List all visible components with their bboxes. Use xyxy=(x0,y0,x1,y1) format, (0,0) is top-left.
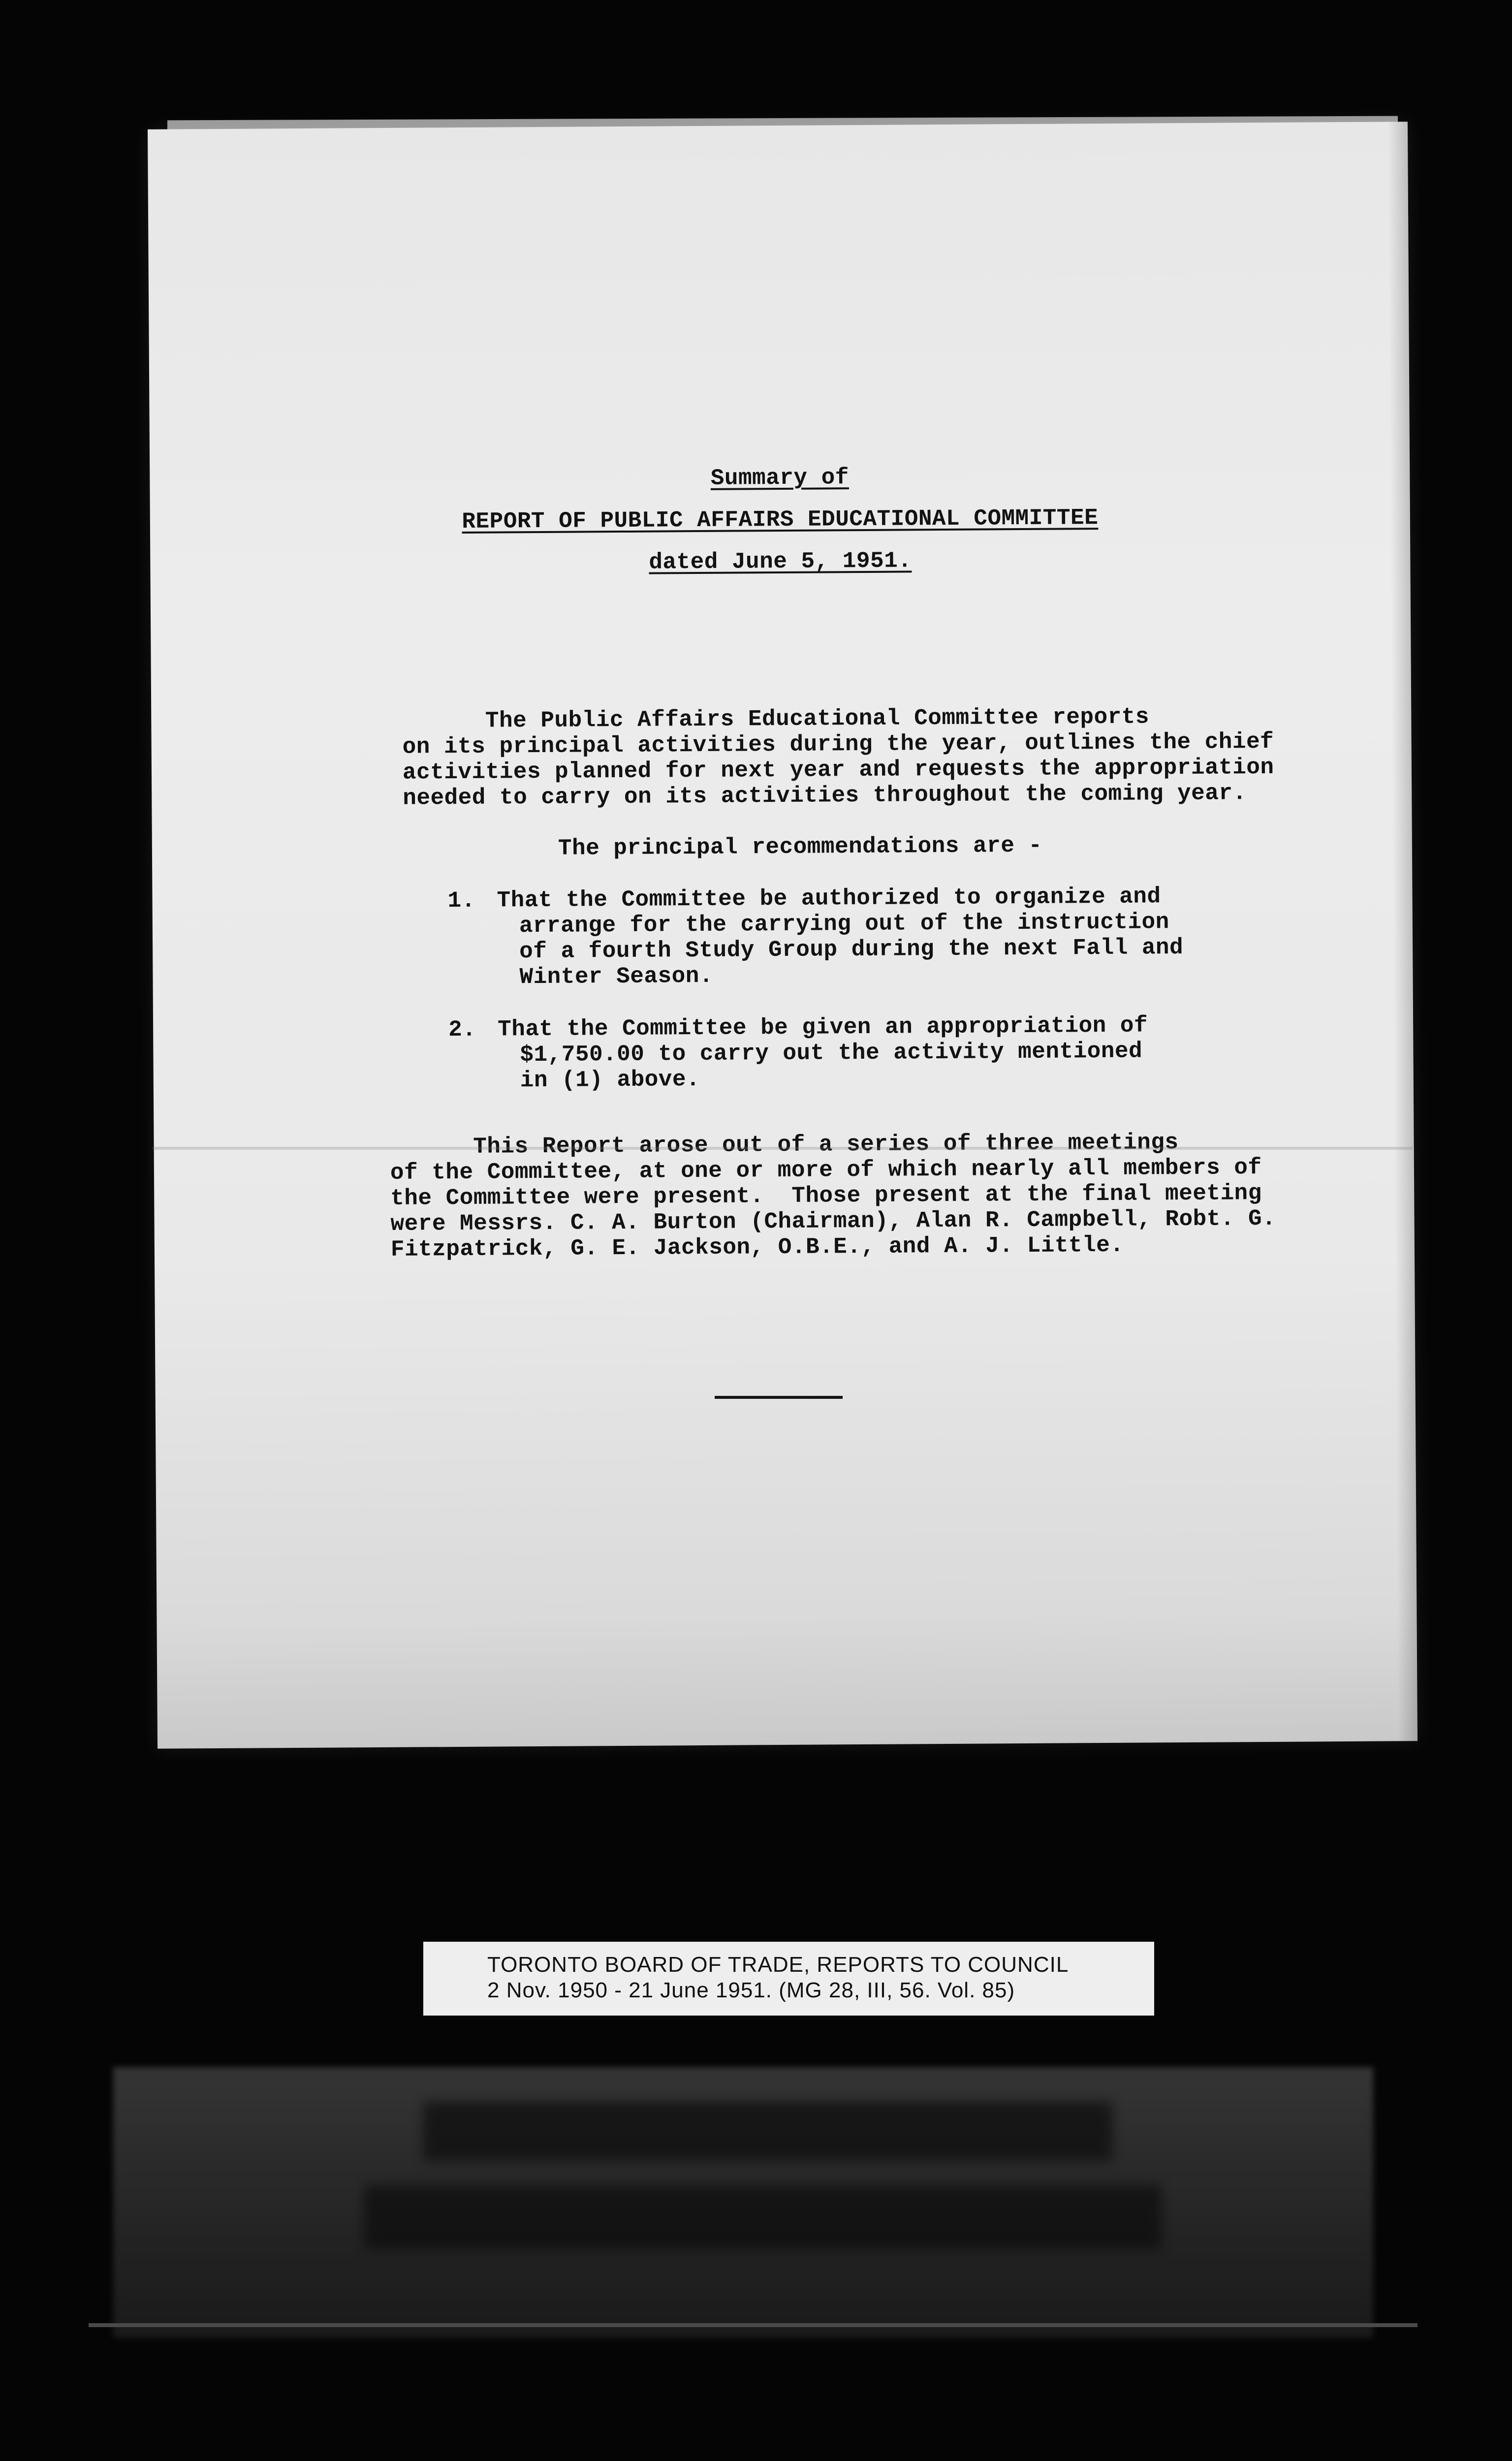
end-rule xyxy=(715,1396,843,1399)
closing-line-4: were Messrs. C. A. Burton (Chairman), Alan R. Campbell, Robt. G. xyxy=(390,1205,1276,1237)
intro-line-1: The Public Affairs Educational Committee reports xyxy=(402,704,1150,734)
intro-line-4: needed to carry on its activities throughout the coming year. xyxy=(403,780,1247,811)
recommendation-1-line-1: That the Committee be authorized to organize and xyxy=(497,883,1161,914)
paper-fold-crease xyxy=(153,1147,1413,1150)
closing-line-3: the Committee were present. Those present at the final meeting xyxy=(390,1180,1262,1211)
recommendation-1-line-2: arrange for the carrying out of the instruction xyxy=(519,909,1169,939)
archive-label-line-1: TORONTO BOARD OF TRADE, REPORTS TO COUNCIL xyxy=(487,1953,1069,1977)
heading-date-text: dated June 5, 1951. xyxy=(649,548,912,575)
recommendation-1-line-3: of a fourth Study Group during the next Fall and xyxy=(519,935,1184,965)
heading-date xyxy=(150,545,1410,578)
intro-line-2: on its principal activities during the year, outlines the chief xyxy=(402,728,1274,760)
recommendation-1-number: 1. xyxy=(447,887,475,914)
underlying-text-blur-2 xyxy=(364,2185,1162,2249)
bottom-film-strip xyxy=(89,2323,1418,2327)
archive-label-line-2: 2 Nov. 1950 - 21 June 1951. (MG 28, III, 56. Vol. 85) xyxy=(487,1978,1015,2002)
recommendations-intro: The principal recommendations are - xyxy=(558,832,1042,861)
heading-report-title: REPORT OF PUBLIC AFFAIRS EDUCATIONAL COMMITTEE xyxy=(462,505,1099,535)
recommendation-1-line-4: Winter Season. xyxy=(519,963,714,990)
recommendation-2-number: 2. xyxy=(448,1016,476,1043)
intro-line-3: activities planned for next year and requests the appropriation xyxy=(402,754,1274,786)
recommendation-2-line-3: in (1) above. xyxy=(520,1067,700,1094)
recommendation-2-line-1: That the Committee be given an appropriation of xyxy=(498,1012,1148,1042)
archive-reel-label xyxy=(423,1942,1154,2016)
closing-line-2: of the Committee, at one or more of which nearly all members of xyxy=(390,1155,1262,1186)
closing-line-1: This Report arose out of a series of three meetings xyxy=(390,1130,1179,1160)
heading-summary: Summary of xyxy=(710,465,849,491)
typed-page xyxy=(148,122,1418,1749)
closing-line-5: Fitzpatrick, G. E. Jackson, O.B.E., and A. J. Little. xyxy=(390,1232,1124,1262)
recommendation-2-line-2: $1,750.00 to carry out the activity mentioned xyxy=(520,1038,1143,1068)
underlying-text-blur-1 xyxy=(423,2102,1112,2161)
